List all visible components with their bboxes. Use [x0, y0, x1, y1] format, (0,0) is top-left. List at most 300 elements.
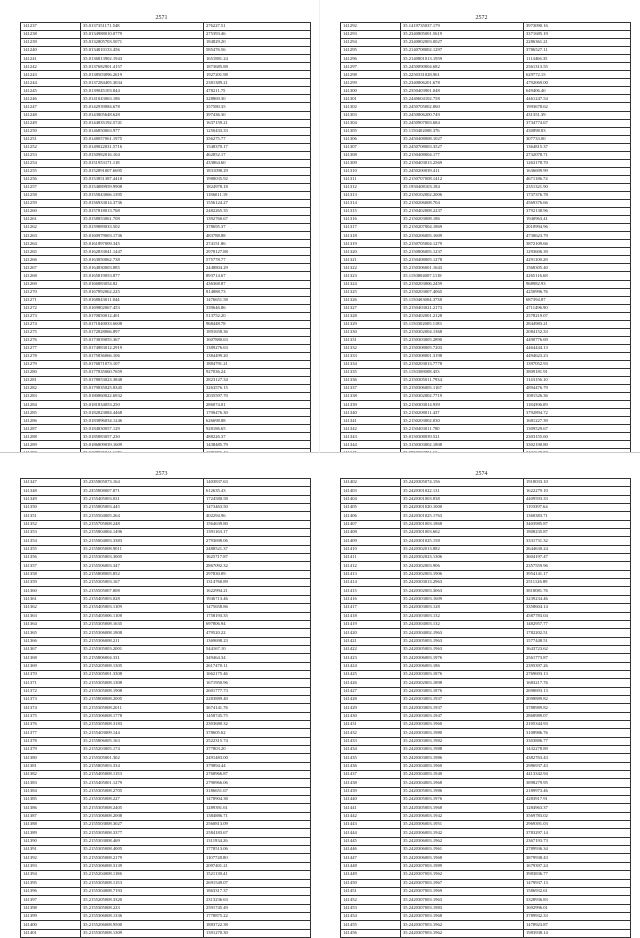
- amount-cell: 687394.87: [524, 296, 631, 304]
- row-id-cell: 141420: [341, 629, 401, 637]
- amount-cell: 1643723.62: [524, 645, 631, 653]
- code-cell: 35.2150408004.177: [401, 151, 524, 159]
- row-id-cell: 141284: [21, 401, 81, 409]
- amount-cell: 3786527.11: [524, 47, 631, 55]
- amount-cell: 1458745.75: [204, 712, 311, 720]
- code-cell: 35.2150207004.1869: [401, 224, 524, 232]
- code-cell: 35.2155303008.469: [81, 837, 204, 845]
- table-row: [341, 779, 631, 787]
- amount-cell: 328869.30: [204, 95, 311, 103]
- amount-cell: 1478904.38: [204, 796, 311, 804]
- table-row: [21, 729, 311, 737]
- amount-cell: 1479937.13: [524, 879, 631, 887]
- amount-cell: 1568305.40: [524, 264, 631, 272]
- row-id-cell: 141360: [21, 587, 81, 595]
- code-cell: 35.2150208011.437: [401, 409, 524, 417]
- row-id-cell: 141308: [341, 151, 401, 159]
- table-row: [341, 620, 631, 628]
- code-cell: 35.2155405006.1108: [81, 612, 204, 620]
- table-row: [21, 612, 311, 620]
- table-row: [341, 71, 631, 79]
- table-row: [341, 409, 631, 417]
- amount-cell: 1289391.61: [204, 804, 311, 812]
- table-row: [341, 729, 631, 737]
- row-id-cell: 141265: [21, 248, 81, 256]
- code-cell: 35.2420304002.1963: [401, 629, 524, 637]
- row-id-cell: 141271: [21, 296, 81, 304]
- table-row: [341, 921, 631, 929]
- code-cell: 35.2155804004.1496: [81, 529, 204, 537]
- code-cell: 35.2420303003.1980: [401, 729, 524, 737]
- row-id-cell: 141312: [341, 183, 401, 191]
- table-row: [21, 191, 311, 199]
- code-cell: 35.2155305008.2705: [81, 787, 204, 795]
- row-id-cell: 141266: [21, 256, 81, 264]
- table-row: [21, 670, 311, 678]
- row-id-cell: 141248: [21, 111, 81, 119]
- table-row: [341, 754, 631, 762]
- table-row: [341, 645, 631, 653]
- row-id-cell: 141407: [341, 520, 401, 528]
- row-id-cell: 141297: [341, 63, 401, 71]
- table-row: [21, 31, 311, 39]
- row-id-cell: 141370: [21, 670, 81, 678]
- row-id-cell: 141313: [341, 191, 401, 199]
- table-row: [21, 929, 311, 937]
- table-row: [21, 654, 311, 662]
- table-row: [21, 487, 311, 495]
- code-cell: 35.2450408008.1027: [401, 135, 524, 143]
- amount-cell: 1186011.19: [204, 191, 311, 199]
- row-id-cell: 141388: [21, 821, 81, 829]
- table-row: [21, 95, 311, 103]
- code-cell: 35.2150303005.2890: [401, 336, 524, 344]
- code-cell: 35.2155306008.1808: [81, 629, 204, 637]
- amount-cell: 4792069.00: [524, 79, 631, 87]
- row-id-cell: 141286: [21, 417, 81, 425]
- amount-cell: 2189973.46: [524, 787, 631, 795]
- code-cell: 35.2155405001.1279: [81, 779, 204, 787]
- code-cell: 35.0182823084.4468: [81, 409, 204, 417]
- amount-cell: 433864.60: [204, 159, 311, 167]
- code-cell: 35.2420301025.158: [401, 537, 524, 545]
- amount-cell: 1651881.24: [204, 55, 311, 63]
- code-cell: 35.0176871073.107: [81, 360, 204, 368]
- row-id-cell: 141436: [341, 762, 401, 770]
- amount-cell: 1884791.21: [204, 360, 311, 368]
- amount-cell: 275393.46: [204, 31, 311, 39]
- code-cell: 35.2420306003.1968: [401, 854, 524, 862]
- amount-cell: 1683217.76: [524, 679, 631, 687]
- amount-cell: 814888.73: [204, 288, 311, 296]
- code-cell: 35.0180860022.6932: [81, 393, 204, 401]
- code-cell: 35.2155305008.1308: [81, 679, 204, 687]
- table-row: [21, 344, 311, 352]
- row-id-cell: 141237: [21, 23, 81, 31]
- row-id-cell: 141376: [21, 720, 81, 728]
- amount-cell: 697806.94: [204, 620, 311, 628]
- table-row: [21, 595, 311, 603]
- amount-cell: 4569376.66: [524, 200, 631, 208]
- row-id-cell: 141404: [341, 495, 401, 503]
- table-row: [21, 47, 311, 55]
- table-row: [21, 504, 311, 512]
- code-cell: 35.2155505001.302: [81, 754, 204, 762]
- amount-cell: 1577448.51: [524, 637, 631, 645]
- amount-cell: 1107728.80: [204, 854, 311, 862]
- code-cell: 35.0134988010.0779: [81, 31, 204, 39]
- code-cell: 35.2155304008.7193: [81, 887, 204, 895]
- amount-cell: 4413342.94: [524, 771, 631, 779]
- amount-cell: 462852.17: [204, 151, 311, 159]
- amount-cell: 1681227.39: [524, 417, 631, 425]
- code-cell: 35.2450705002.860: [401, 103, 524, 111]
- amount-cell: 1143156.10: [524, 377, 631, 385]
- amount-cell: 626698.88: [204, 417, 311, 425]
- table-row: [341, 562, 631, 570]
- amount-cell: 3898279.95: [524, 779, 631, 787]
- row-id-cell: 141240: [21, 47, 81, 55]
- panel-2573: [20, 470, 311, 938]
- row-id-cell: 141270: [21, 288, 81, 296]
- table-row: [21, 119, 311, 127]
- table-row: [21, 545, 311, 553]
- table-row: [21, 200, 311, 208]
- row-id-cell: 141366: [21, 637, 81, 645]
- code-cell: 35.2155206008.9500: [81, 921, 204, 929]
- table-row: [21, 208, 311, 216]
- amount-cell: 3604197.47: [524, 554, 631, 562]
- table-row: [341, 312, 631, 320]
- amount-cell: 1636699.99: [524, 167, 631, 175]
- code-cell: 35.2150305011.7934: [401, 377, 524, 385]
- amount-cell: 3783297.14: [524, 829, 631, 837]
- row-id-cell: 141281: [21, 377, 81, 385]
- amount-cell: 1314760.89: [204, 579, 311, 587]
- row-id-cell: 141440: [341, 796, 401, 804]
- table-row: [341, 879, 631, 887]
- amount-cell: 4461247.54: [524, 95, 631, 103]
- code-cell: 35.0164830003.885: [81, 264, 204, 272]
- code-cell: 35.2155204008.1186: [81, 871, 204, 879]
- code-cell: 35.0172828066.897: [81, 328, 204, 336]
- code-cell: 35.0148057061.1975: [81, 135, 204, 143]
- code-cell: 35.2420306003.1976: [401, 654, 524, 662]
- code-cell: 35.2150402008.2237: [401, 208, 524, 216]
- table-row: [21, 529, 311, 537]
- amount-cell: 629772.15: [524, 71, 631, 79]
- code-cell: 35.2150206005.1609: [401, 232, 524, 240]
- table-row: [341, 762, 631, 770]
- row-id-cell: 141306: [341, 135, 401, 143]
- table-row: [21, 921, 311, 929]
- row-id-cell: 141441: [341, 804, 401, 812]
- row-id-cell: 141414: [341, 579, 401, 587]
- row-id-cell: 141434: [341, 746, 401, 754]
- amount-cell: 1831098.29: [204, 167, 311, 175]
- code-cell: 35.2155305008.4005: [81, 846, 204, 854]
- row-id-cell: 141409: [341, 537, 401, 545]
- row-id-cell: 141267: [21, 264, 81, 272]
- row-id-cell: 141387: [21, 812, 81, 820]
- table-row: [21, 55, 311, 63]
- row-id-cell: 141328: [341, 312, 401, 320]
- row-id-cell: 141321: [341, 256, 401, 264]
- table-row: [21, 829, 311, 837]
- amount-cell: 1384886.71: [204, 812, 311, 820]
- amount-cell: 2560813.09: [204, 821, 311, 829]
- row-id-cell: 141445: [341, 837, 401, 845]
- code-cell: 35.2150302004.1368: [401, 328, 524, 336]
- amount-cell: 1475658.86: [204, 604, 311, 612]
- row-id-cell: 141324: [341, 280, 401, 288]
- table-row: [341, 504, 631, 512]
- row-id-cell: 141389: [21, 829, 81, 837]
- row-id-cell: 141315: [341, 208, 401, 216]
- row-id-cell: 141355: [21, 545, 81, 553]
- row-id-cell: 141293: [341, 31, 401, 39]
- table-row: [341, 183, 631, 191]
- row-id-cell: 141367: [21, 645, 81, 653]
- row-id-cell: 141377: [21, 729, 81, 737]
- table-row: [341, 512, 631, 520]
- table-row: [341, 143, 631, 151]
- row-id-cell: 141335: [341, 369, 401, 377]
- amount-cell: 4490776.69: [524, 336, 631, 344]
- table-row: [21, 151, 311, 159]
- code-cell: 35.2150403011.780: [401, 425, 524, 433]
- table-row: [21, 159, 311, 167]
- table-row: [21, 409, 311, 417]
- amount-cell: 2617470.11: [204, 662, 311, 670]
- row-id-cell: 141244: [21, 79, 81, 87]
- amount-cell: 2561313.55: [524, 63, 631, 71]
- code-cell: 35.2150102002.2006: [401, 191, 524, 199]
- code-cell: 35.2150306001.1643: [401, 264, 524, 272]
- amount-cell: 1873685.88: [204, 63, 311, 71]
- table-row: [21, 854, 311, 862]
- row-id-cell: 141350: [21, 504, 81, 512]
- code-cell: 35.2420307003.1962: [401, 921, 524, 929]
- code-cell: 35.2420304003.1940: [401, 771, 524, 779]
- table-row: [21, 135, 311, 143]
- table-row: [341, 695, 631, 703]
- amount-cell: 1556124.27: [204, 200, 311, 208]
- row-id-cell: 141381: [21, 762, 81, 770]
- row-id-cell: 141356: [21, 554, 81, 562]
- amount-cell: 1311934.26: [204, 837, 311, 845]
- code-cell: 35.2450708003.3527: [401, 143, 524, 151]
- code-cell: 35.0184830057.129: [81, 425, 204, 433]
- amount-cell: 3569783.02: [524, 812, 631, 820]
- row-id-cell: 141429: [341, 704, 401, 712]
- table-row: [341, 595, 631, 603]
- code-cell: 35.2155805003.334: [81, 762, 204, 770]
- amount-cell: 3674141.76: [204, 704, 311, 712]
- row-id-cell: 141391: [21, 846, 81, 854]
- row-id-cell: 141249: [21, 119, 81, 127]
- table-row: [21, 687, 311, 695]
- row-id-cell: 141295: [341, 47, 401, 55]
- row-id-cell: 141268: [21, 272, 81, 280]
- row-id-cell: 141353: [21, 529, 81, 537]
- row-id-cell: 141246: [21, 95, 81, 103]
- table-row: [341, 127, 631, 135]
- amount-cell: 2698693.13: [524, 687, 631, 695]
- row-id-cell: 141378: [21, 737, 81, 745]
- table-row: [21, 433, 311, 441]
- code-cell: 35.2420306003.1962: [401, 837, 524, 845]
- code-cell: 35.0136813902.1943: [81, 55, 204, 63]
- amount-cell: 1988035.92: [204, 175, 311, 183]
- amount-cell: 1724580.58: [204, 495, 311, 503]
- table-row: [341, 495, 631, 503]
- table-row: [341, 63, 631, 71]
- table-row: [21, 871, 311, 879]
- amount-cell: 1891658.36: [204, 328, 311, 336]
- amount-cell: 575778.77: [204, 256, 311, 264]
- table-row: [341, 23, 631, 31]
- amount-cell: 4894476.79: [524, 385, 631, 393]
- code-cell: 35.0156933014.3736: [81, 200, 204, 208]
- code-cell: 35.0165819053.877: [81, 272, 204, 280]
- amount-cell: 1391270.30: [204, 929, 311, 937]
- amount-cell: 4464444.13: [524, 344, 631, 352]
- amount-cell: 1778513.06: [204, 846, 311, 854]
- table-row: [21, 796, 311, 804]
- row-id-cell: 141272: [21, 304, 81, 312]
- table-row: [341, 579, 631, 587]
- amount-cell: 1438485.79: [204, 441, 311, 449]
- spread-bottom: [0, 453, 640, 935]
- row-id-cell: 141259: [21, 200, 81, 208]
- row-id-cell: 141393: [21, 862, 81, 870]
- table-row: [341, 191, 631, 199]
- row-id-cell: 141300: [341, 87, 401, 95]
- amount-cell: 2768966.87: [204, 771, 311, 779]
- code-cell: 35.2140801013.1959: [401, 55, 524, 63]
- table-row: [21, 537, 311, 545]
- table-row: [21, 167, 311, 175]
- table-row: [341, 604, 631, 612]
- amount-cell: 1403837.63: [204, 479, 311, 487]
- row-id-cell: 141456: [341, 929, 401, 937]
- code-cell: 35.2150806005.1237: [401, 248, 524, 256]
- table-row: [341, 159, 631, 167]
- table-row: [21, 787, 311, 795]
- amount-cell: 1389276.63: [204, 344, 311, 352]
- amount-cell: 2769693.13: [524, 670, 631, 678]
- amount-cell: 2491483.00: [204, 754, 311, 762]
- amount-cell: 378605.62: [204, 729, 311, 737]
- code-cell: 35.0177835060.7659: [81, 369, 204, 377]
- amount-cell: 1692996.01: [524, 904, 631, 912]
- amount-cell: 3954141.17: [524, 570, 631, 578]
- row-id-cell: 141430: [341, 712, 401, 720]
- code-cell: 35.2420303003.1947: [401, 712, 524, 720]
- amount-cell: 339646.86: [204, 304, 311, 312]
- amount-cell: 1918033.10: [524, 479, 631, 487]
- row-id-cell: 141365: [21, 629, 81, 637]
- amount-cell: 1114466.35: [524, 55, 631, 63]
- amount-cell: 2511126.89: [524, 579, 631, 587]
- code-cell: 35.2450090004.682: [401, 63, 524, 71]
- row-id-cell: 141253: [21, 151, 81, 159]
- table-row: [21, 103, 311, 111]
- table-row: [341, 39, 631, 47]
- table-row: [341, 704, 631, 712]
- code-cell: 35.0157818013.768: [81, 208, 204, 216]
- row-id-cell: 141260: [21, 208, 81, 216]
- row-id-cell: 141421: [341, 637, 401, 645]
- table-row: [21, 216, 311, 224]
- code-cell: 35.0173839055.367: [81, 336, 204, 344]
- table-row: [21, 417, 311, 425]
- amount-cell: 1586932.61: [524, 887, 631, 895]
- amount-cell: 483788.88: [204, 232, 311, 240]
- amount-cell: 2969391.03: [524, 821, 631, 829]
- table-row: [21, 240, 311, 248]
- amount-cell: 2868989.07: [524, 712, 631, 720]
- table-row: [21, 620, 311, 628]
- table-row: [21, 579, 311, 587]
- table-row: [21, 479, 311, 487]
- code-cell: 35.2155504005.264: [81, 512, 204, 520]
- code-cell: 35.0149022031.5716: [81, 143, 204, 151]
- table-row: [21, 762, 311, 770]
- code-cell: 35.2420302003.1898: [401, 679, 524, 687]
- amount-cell: 2488521.37: [204, 545, 311, 553]
- code-cell: 35.2150308001.3198: [401, 352, 524, 360]
- row-id-cell: 141427: [341, 687, 401, 695]
- table-row: [341, 862, 631, 870]
- amount-cell: 2097401.21: [204, 862, 311, 870]
- table-row: [341, 787, 631, 795]
- row-id-cell: 141279: [21, 360, 81, 368]
- table-row: [21, 912, 311, 920]
- code-cell: 35.2420303003.1937: [401, 695, 524, 703]
- table-row: [21, 645, 311, 653]
- page-number: 2573: [155, 471, 168, 477]
- amount-cell: 1983938.14: [524, 929, 631, 937]
- row-id-cell: 141437: [341, 771, 401, 779]
- row-id-cell: 141424: [341, 662, 401, 670]
- code-cell: 35.2155305001.3308: [81, 670, 204, 678]
- amount-cell: 286074.01: [204, 401, 311, 409]
- code-cell: 35.0159889033.502: [81, 224, 204, 232]
- code-cell: 35.2150306005.1167: [401, 385, 524, 393]
- table-row: [341, 216, 631, 224]
- code-cell: 35.0141043063.186: [81, 95, 204, 103]
- row-id-cell: 141319: [341, 240, 401, 248]
- amount-cell: 436368.87: [204, 280, 311, 288]
- amount-cell: 488226.37: [204, 433, 311, 441]
- amount-cell: 2691549.07: [204, 879, 311, 887]
- code-cell: 35.2420305003.1963: [401, 645, 524, 653]
- table-row: [341, 545, 631, 553]
- row-id-cell: 141294: [341, 39, 401, 47]
- table-row: [341, 737, 631, 745]
- row-id-cell: 141417: [341, 604, 401, 612]
- code-cell: 35.0179835025.8345: [81, 385, 204, 393]
- row-id-cell: 141325: [341, 288, 401, 296]
- amount-cell: 1369698.23: [204, 637, 311, 645]
- table-row: [21, 704, 311, 712]
- table-row: [21, 512, 311, 520]
- row-id-cell: 141447: [341, 854, 401, 862]
- row-id-cell: 141261: [21, 216, 81, 224]
- data-table: [340, 22, 631, 466]
